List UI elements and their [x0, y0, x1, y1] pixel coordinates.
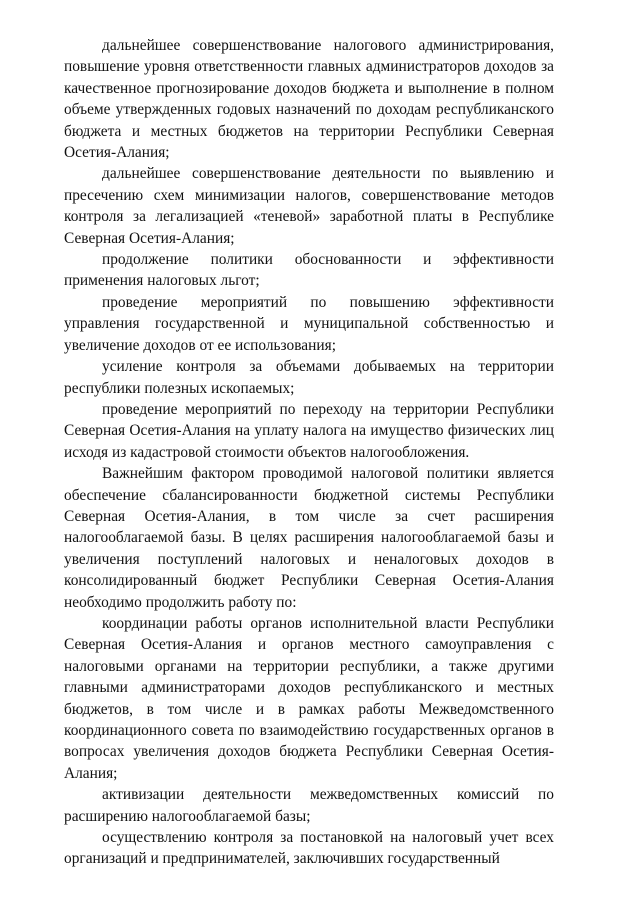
paragraph-mineral-control: усиление контроля за объемами добываемых на территории республики полезных ископаемых;: [64, 358, 554, 397]
paragraph-property-tax: проведение мероприятий по переходу на территории Республики Северная Осетия-Алания на уплату налога на имущество физических лиц исходя из кадастровой стоимости объектов налогообложения.: [64, 400, 554, 461]
paragraph-tax-administration: дальнейшее совершенствование налогового администрирования, повышение уровня ответственности главных администраторов доходов за качественное прогнозирование доходов бюджета и выполнение в полном объеме утвержденных годовых назначений по доходам республиканского бюджета и местных бюджетов на территории Республики Северная Осетия-Алания;: [64, 37, 554, 162]
paragraph-coordination: координации работы органов исполнительной власти Республики Северная Осетия-Алания и органов местного самоуправления с налоговыми органами на территории республики, а также другими главными администраторами доходов республиканского и местных бюджетов, в том числе и в рамках работы Межведомственного координационного совета по взаимодействию государственных органов в вопросах увеличения доходов бюджета Республики Северная Осетия-Алания;: [64, 614, 554, 782]
paragraph-tax-benefits: продолжение политики обоснованности и эффективности применения налоговых льгот;: [64, 251, 554, 290]
paragraph-tax-policy-factor: Важнейшим фактором проводимой налоговой политики является обеспечение сбалансированности бюджетной системы Республики Северная Осетия-Алания, в том числе за счет расширения налогооблагаемой базы. В целях расширения налогооблагаемой базы и увеличения поступлений налоговых и неналоговых доходов в консолидированный бюджет Республики Северная Осетия-Алания необходимо продолжить работу по:: [64, 465, 554, 611]
paragraph-property-management: проведение мероприятий по повышению эффективности управления государственной и муниципальной собственностью и увеличение доходов от ее использования;: [64, 293, 554, 354]
paragraph-registration-control: осуществлению контроля за постановкой на налоговый учет всех организаций и предпринимателей, заключивших государственный: [64, 829, 554, 868]
paragraph-tax-minimization: дальнейшее совершенствование деятельности по выявлению и пресечению схем минимизации налогов, совершенствование методов контроля за легализацией «теневой» заработной платы в Республике Северная Осетия-Алания;: [64, 165, 554, 247]
document-body: [64, 35, 554, 870]
paragraph-commissions: активизации деятельности межведомственных комиссий по расширению налогооблагаемой базы;: [64, 786, 554, 825]
